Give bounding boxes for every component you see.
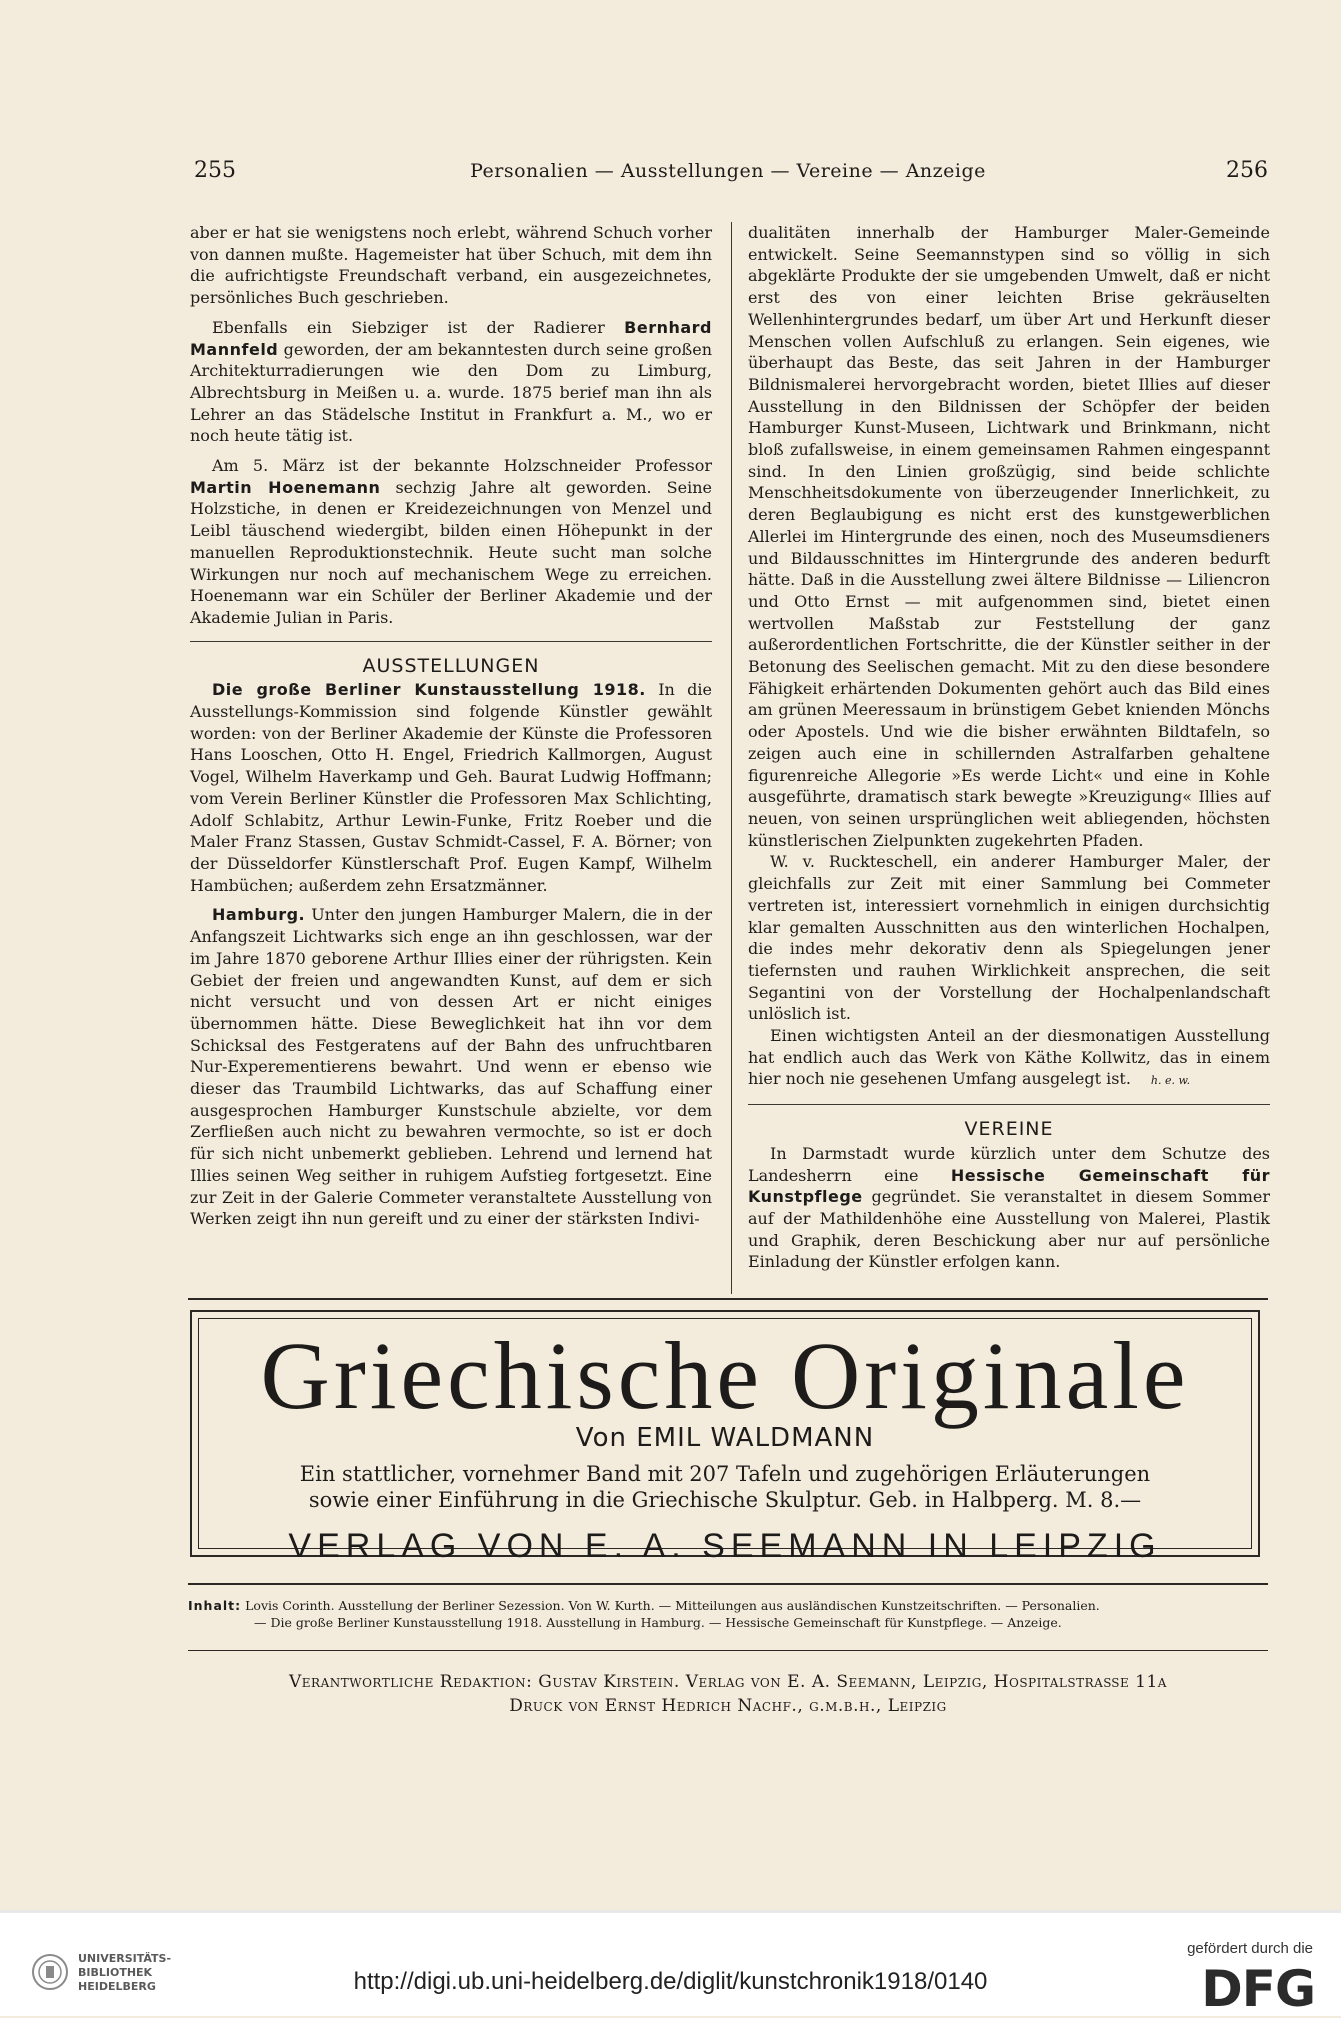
section-divider [190, 641, 712, 642]
page-number-right: 256 [1226, 158, 1268, 183]
source-url-link[interactable]: http://digi.ub.uni-heidelberg.de/diglit/kunstchronik1918/0140 [353, 1968, 988, 1995]
contents-line: — Die große Berliner Kunstausstellung 1918. Ausstellung in Hamburg. — Hessische Gemeinschaft für Kunstpflege. — Anzeige. [254, 1615, 1062, 1630]
advertisement-frame [198, 1318, 1252, 1565]
rule-above-imprint [188, 1650, 1268, 1651]
ad-book-title: Griechische Originale [260, 1322, 1190, 1429]
person-name: Martin Hoenemann [190, 477, 381, 497]
article-lead: Hamburg. [212, 905, 306, 925]
library-name: UNIVERSITÄTS- BIBLIOTHEK HEIDELBERG [78, 1952, 172, 1993]
running-head [188, 158, 1268, 188]
paragraph: Am 5. März ist der bekannte Holzschneider Professor Martin Hoenemann sechzig Jahre alt geworden. Seine Holzstiche, in denen er Kreidezeichnungen von Menzel und Leibl täuschend wiedergibt, bilden einen Höhepunkt in der manuellen Reproduktionstechnik. Heute sucht man solche Wirkungen nur noch auf mechanischem Wege zu erreichen. Hoenemann war ein Schüler der Berliner Akademie und der Akademie Julian in Paris. [190, 456, 712, 627]
imprint-printer: Druck von Ernst Hedrich Nachf., g.m.b.h., Leipzig [509, 1696, 947, 1716]
ad-publisher: VERLAG VON E. A. SEEMANN IN LEIPZIG [288, 1527, 1162, 1565]
contents-line: Lovis Corinth. Ausstellung der Berliner Sezession. Von W. Kurth. — Mitteilungen aus ausländischen Kunstzeitschriften. — Personalien. [241, 1598, 1100, 1613]
paragraph: Einen wichtigsten Anteil an der diesmonatigen Ausstellung hat endlich auch das Werk von Käthe Kollwitz, das in einem hier noch nie gesehenen Umfang ausgelegt ist. h. e. w. [748, 1026, 1270, 1089]
advertisement [190, 1310, 1260, 1565]
section-heading-ausstellungen: AUSSTELLUNGEN [362, 654, 540, 677]
ad-description: Ein stattlicher, vornehmer Band mit 207 Tafeln und zugehörigen Erläuterungen sowie einer Einführung in die Griechische Skulptur. Geb. in Halbperg. M. 8.— [299, 1462, 1151, 1512]
organization-name: Hessische Gemeinschaft für Kunstpflege [748, 1165, 1271, 1207]
paragraph: dualitäten innerhalb der Hamburger Maler-Gemeinde entwickelt. Seine Seemannstypen sind so völlig in sich abgeklärte Produkte der sie umgebenden Umwelt, daß er nicht erst des von einer leichten Brise gekräuselten Wellenhintergrundes bedarf, um über Art und Herkunft dieser Menschen vollen Aufschluß zu erlangen. Sein eigenes, wie überhaupt das Beste, das seit Jahren in der Hamburger Bildnismalerei hervorgebracht worden, bietet Illies auf dieser Ausstellung in den Bildnissen der Schöpfer der beiden Hamburger Kunst-Museen, Lichtwark und Brinkmann, nicht bloß zufallsweise, in einem gemeinsamen Rahmen eingespannt sind. In den Linien großzügig, sind beide schlichte Menschheitsdokumente von überzeugender Innerlichkeit, zu deren Beglaubigung es nicht erst des kunstgewerblichen Allerlei im Hintergrunde des einen, noch des Museumsdieners und Bildausschnittes im Hintergrunde des anderen bedurft hätte. Daß in die Ausstellung zwei ältere Bildnisse — Liliencron und Otto Ernst — mit aufgenommen sind, bietet einen wertvollen Maßstab zur Feststellung der ganz außerordentlichen Fortschritte, die der Künstler seither in der Betonung des Seelischen gemacht. Mit zu den diese besondere Fähigkeit erhärtenden Dokumenten gehört auch das Bild eines am grünen Meeressaum in brünstigem Gebet knienden Mönchs oder Apostels. Und wie die bisher erwähnten Bildtafeln, so zeigen auch eine in schillernden Astralfarben gehaltene figurenreiche Allegorie »Es werde Licht« und eine in Kohle ausgeführte, dramatisch stark bewegte »Kreuzigung« Illies auf neuen, von seinen ursprünglichen weit abliegenden, höchsten künstlerischen Zielpunkten zugekehrten Pfaden. [748, 223, 1270, 850]
funding-label: gefördert durch die [1187, 1940, 1313, 1957]
author-initials: h. e. w. [1150, 1074, 1191, 1088]
page-number-left: 255 [194, 158, 236, 183]
running-title: Personalien — Ausstellungen — Vereine — Anzeige [470, 160, 986, 182]
paragraph: aber er hat sie wenigstens noch erlebt, während Schuch vorher von dannen mußte. Hagemeister hat über Schuch, mit dem ihn die aufrichtigste Freundschaft verband, ein ausgezeichnetes, persönliches Buch geschrieben. [190, 223, 712, 308]
imprint [188, 1670, 1268, 1718]
paragraph: Hamburg. Unter den jungen Hamburger Malern, die in der Anfangszeit Lichtwarks sich enge an ihn geschlossen, war der im Jahre 1870 geborene Arthur Illies einer der rührigsten. Kein Gebiet der freien und angewandten Kunst, auf dem er sich nicht versucht und von dessen Art er nicht einiges übernommen hätte. Diese Beweglichkeit hat ihn vor dem Schicksal des Festgeratens auf der Bahn des unfruchtbaren Nur-Experementierens bewahrt. Und wenn er ebenso wie dieser das Traumbild Lichtwarks, das auf Schaffung einer ausgesprochen Hamburger Kunstschule abzielte, vor dem Zerfließen auch nicht zu bewahren vermochte, so ist er doch für sich nicht unbemerkt geblieben. Lehrend und lernend hat Illies seinen Weg seither in ruhigem Aufstieg fortgesetzt. Eine zur Zeit in der Galerie Commeter veranstaltete Ausstellung von Werken zeigt ihn nun gereift und zu einer der stärksten Indivi- [190, 905, 712, 1229]
dfg-logo: DFG [1201, 1960, 1315, 2018]
imprint-editor: Verantwortliche Redaktion: Gustav Kirstein. Verlag von E. A. Seemann, Leipzig, Hospitalstraße 11a [289, 1672, 1167, 1692]
digitization-footer [0, 1910, 1341, 2016]
paragraph: Ebenfalls ein Siebziger ist der Radierer Bernhard Mannfeld geworden, der am bekanntesten durch seine großen Architekturradierungen wie den Dom zu Limburg, Albrechtsburg in Meißen u. a. wurde. 1875 berief man ihn als Lehrer an das Städelsche Institut in Frankfurt a. M., wo er noch heute tätig ist. [190, 317, 712, 446]
ad-author: Von EMIL WALDMANN [575, 1423, 875, 1453]
paragraph: Die große Berliner Kunstausstellung 1918. In die Ausstellungs-Kommission sind folgende Künstler gewählt worden: von der Berliner Akademie der Künste die Professoren Hans Looschen, Otto H. Engel, Friedrich Kallmorgen, August Vogel, Wilhelm Haverkamp und Geh. Baurat Ludwig Hoffmann; vom Verein Berliner Künstler die Professoren Max Schlichting, Adolf Schlabitz, Arthur Lewin-Funke, Fritz Roeber und die Maler Franz Stassen, Gustav Schmidt-Cassel, F. A. Börner; von der Düsseldorfer Künstlerschaft Prof. Eugen Kampf, Wilhelm Hambüchen; außerdem zehn Ersatzmänner. [190, 680, 713, 895]
right-column [748, 222, 1270, 1273]
person-name: Bernhard Mannfeld [190, 317, 712, 359]
section-heading-vereine: VEREINE [964, 1118, 1054, 1141]
column-rule [731, 222, 732, 1294]
contents-label: Inhalt: [188, 1598, 242, 1613]
table-of-contents [188, 1597, 1268, 1631]
paragraph: W. v. Ruckteschell, ein anderer Hamburger Maler, der gleichfalls zur Zeit mit einer Sammlung bei Commeter vertreten ist, interessiert vornehmlich in einigen durchsichtig klar gemalten Ausschnitten aus den winterlichen Hochalpen, die indes mehr dekorativ denn als Spiegelungen jener tiefernsten und rauhen Wirklichkeit ansprechen, die seit Segantini von der Vorstellung der Hochalpenlandschaft unlöslich ist. [748, 852, 1270, 1024]
rule-below-ad [188, 1583, 1268, 1585]
article-lead: Die große Berliner Kunstausstellung 1918. [212, 680, 646, 700]
rule-above-ad [188, 1298, 1268, 1300]
paragraph: In Darmstadt wurde kürzlich unter dem Schutze des Landesherrn eine Hessische Gemeinschaft für Kunstpflege gegründet. Sie veranstaltet in diesem Sommer auf der Mathildenhöhe eine Ausstellung von Malerei, Plastik und Graphik, deren Beschickung aber nur auf persönliche Einladung der Künstler erfolgen kann. [748, 1143, 1271, 1272]
left-column [190, 222, 712, 1230]
section-divider [748, 1104, 1270, 1105]
